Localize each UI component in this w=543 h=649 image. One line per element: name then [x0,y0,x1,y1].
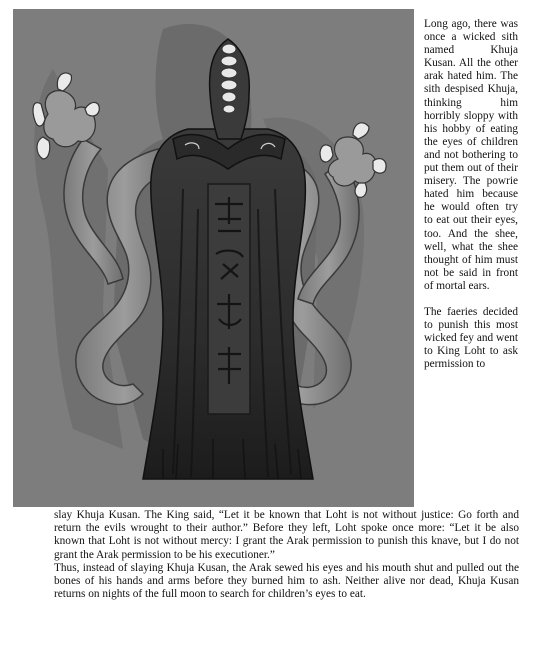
full-width-text [54,509,519,601]
story-paragraph-2-end: slay Khuja Kusan. The King said, “Let it be known that Loht is not without justice: Go forth and return the evils wrought to their author.” Before they left, Loht spoke once more: “Let it be also known that Loht is not without mercy: I grant the Arak permission to punish this knave, but I do not grant the Arak permission to be his executioner.” [54,509,519,561]
side-text-column [424,18,518,372]
story-paragraph-1: Long ago, there was once a wicked sith named Khuja Kusan. All the other arak hated him. The sith despised Khuja, thinking him horribly sloppy with his hobby of eating the eyes of children and not bothering to put them out of their misery. The powrie hated him because he would often try to eat out their eyes, too. And the shee, well, what the shee thought of him must not be said in front of mortal ears. [424,18,518,292]
story-paragraph-2-start: The faeries decided to punish this most wicked fey and went to King Loht to ask permission to [424,306,518,371]
khuja-kusan-illustration [13,9,414,507]
story-paragraph-3: Thus, instead of slaying Khuja Kusan, the Arak sewed his eyes and his mouth shut and pulled out the bones of his hands and arms before they burned him to ash. Neither alive nor dead, Khuja Kusan returns on nights of the full moon to search for children’s eyes to eat. [54,561,519,601]
